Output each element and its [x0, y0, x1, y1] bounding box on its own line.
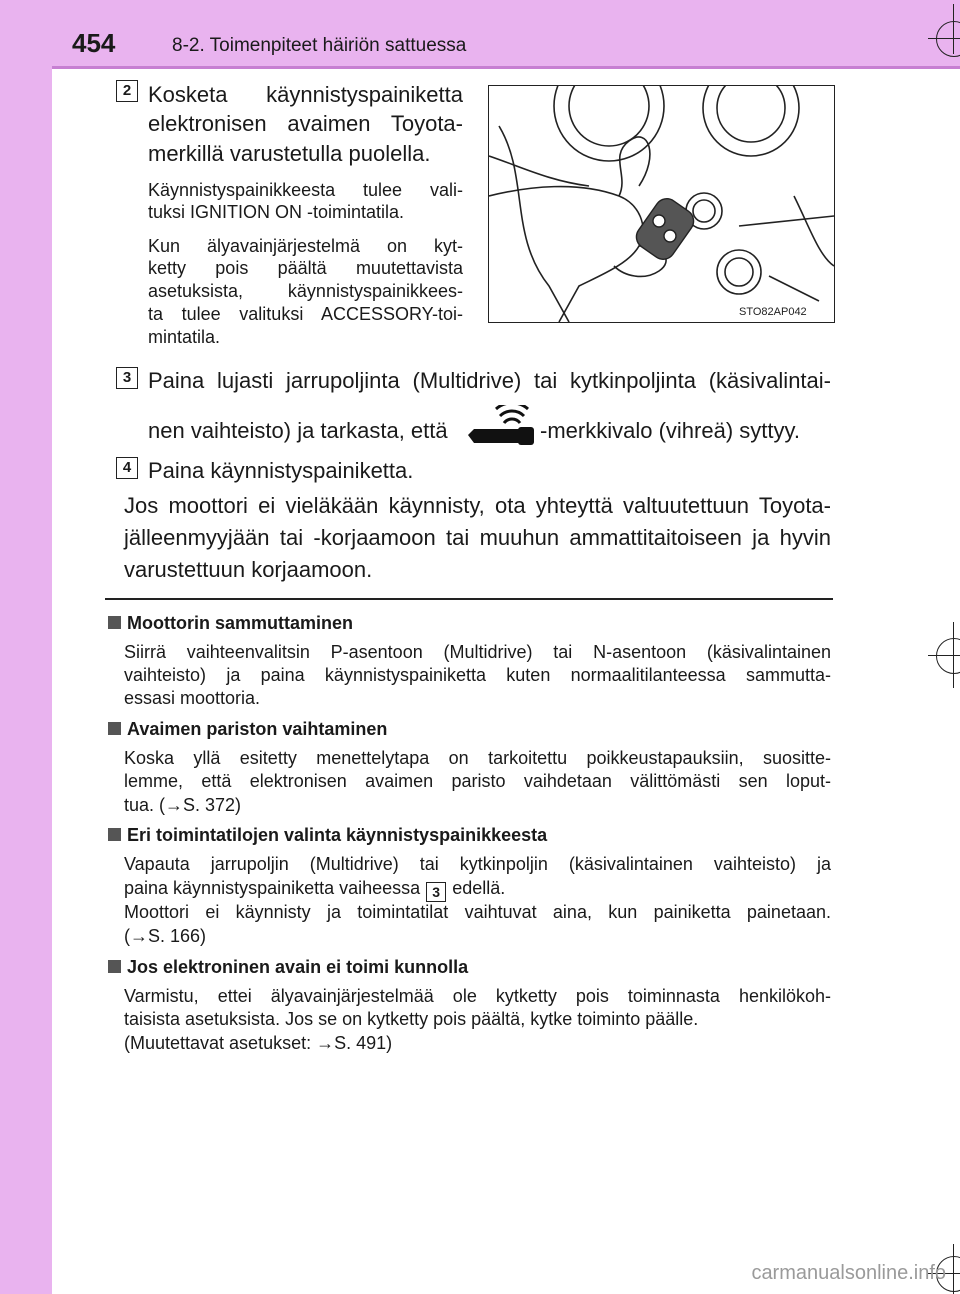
bullet-square-icon — [108, 616, 121, 629]
note-2-line-2: lemme, että elektronisen avaimen paristo vaihdetaan välittömästi sen loput- — [124, 771, 831, 791]
watermark: carmanualsonline.info — [751, 1262, 946, 1284]
section-divider — [105, 598, 833, 600]
note-2-heading — [108, 719, 387, 740]
note-3-heading — [108, 825, 547, 846]
after-steps-line-3: varustettuun korjaamoon. — [124, 557, 373, 582]
step-2-note-2-line-5: mintatila. — [148, 327, 221, 347]
page-number: 454 — [72, 28, 116, 58]
step-2-text-line-2: elektronisen avaimen Toyota- — [148, 111, 463, 136]
note-3-line-3: Moottori ei käynnisty ja toimintatilat vaihtuvat aina, kun painiketta painetaan. — [124, 902, 831, 922]
bullet-square-icon — [108, 828, 121, 841]
hand-holding-key-illustration — [489, 86, 834, 322]
step-4-text: Paina käynnistyspainiketta. — [148, 458, 414, 483]
step-3-text-line-2-after: -merkkivalo (vihreä) syttyy. — [540, 418, 800, 443]
step-2-text-line-3: merkillä varustetulla puolella. — [148, 141, 431, 166]
figure-hand-holding-key — [488, 85, 835, 323]
note-4-line-3: (Muutettavat asetukset: →S. 491) — [124, 1033, 393, 1053]
step-number-4: 4 — [116, 457, 138, 479]
note-3-line-1: Vapauta jarrupoljin (Multidrive) tai kytkinpoljin (käsivalintainen vaihteisto) ja — [124, 854, 831, 874]
key-indicator-icon — [468, 405, 534, 445]
note-4-line-2: taisista asetuksista. Jos se on kytketty pois päältä, kytke toiminto päälle. — [124, 1009, 699, 1029]
note-3-line-2-before: paina käynnistyspainiketta vaiheessa — [124, 878, 421, 898]
note-4-heading — [108, 957, 468, 978]
step-2-text-line-1: Kosketa käynnistyspainiketta — [148, 82, 463, 107]
note-2-line-3: tua. (→S. 372) — [124, 795, 242, 815]
step-3-text-line-2-before: nen vaihteisto) ja tarkasta, että — [148, 418, 448, 443]
note-4-title: Jos elektroninen avain ei toimi kunnolla — [127, 957, 469, 977]
note-4-line-1: Varmistu, ettei älyavainjärjestelmää ole kytketty pois toiminnasta henkilökoh- — [124, 986, 831, 1006]
step-2-note-2-line-2: ketty pois päältä muutettavista — [148, 258, 463, 278]
note-2-title: Avaimen pariston vaihtaminen — [127, 719, 388, 739]
note-3-line-2-after: edellä. — [452, 878, 506, 898]
step-3-text-line-1: Paina lujasti jarrupoljinta (Multidrive) tai kytkinpoljinta (käsivalintai- — [148, 368, 831, 393]
step-2-note-2-line-3: asetuksista, käynnistyspainikkees- — [148, 281, 463, 301]
note-1-title: Moottorin sammuttaminen — [127, 613, 354, 633]
note-3-line-4: (→S. 166) — [124, 926, 207, 946]
step-2-note-2-line-4: ta tulee valituksi ACCESSORY-toi- — [148, 304, 463, 324]
bullet-square-icon — [108, 960, 121, 973]
figure-label: STO82AP042 — [739, 306, 807, 318]
note-1-line-3: essasi moottoria. — [124, 688, 261, 708]
step-reference-box: 3 — [426, 882, 446, 902]
step-number-3: 3 — [116, 367, 138, 389]
bullet-square-icon — [108, 722, 121, 735]
step-2-note-1-line-2: tuksi IGNITION ON -toimintatila. — [148, 202, 405, 222]
note-1-line-2: vaihteisto) ja paina käynnistyspainiketta kuten normaalitilanteessa sammutta- — [124, 665, 831, 685]
section-title: 8-2. Toimenpiteet häiriön sattuessa — [172, 35, 467, 56]
header-divider — [52, 66, 960, 69]
note-3-line-2 — [124, 877, 831, 902]
note-2-line-1: Koska yllä esitetty menettelytapa on tarkoitettu poikkeustapauksiin, suositte- — [124, 748, 831, 768]
after-steps-line-2: jälleenmyyjään tai -korjaamoon tai muuhun ammattitaitoiseen ja hyvin — [124, 525, 831, 550]
note-1-heading — [108, 613, 353, 634]
step-number-2: 2 — [116, 80, 138, 102]
header-band — [52, 0, 960, 68]
note-3-title: Eri toimintatilojen valinta käynnistyspainikkeesta — [127, 825, 548, 845]
step-2-note-2-line-1: Kun älyavainjärjestelmä on kyt- — [148, 236, 463, 256]
note-1-line-1: Siirrä vaihteenvalitsin P-asentoon (Multidrive) tai N-asentoon (käsivalintainen — [124, 642, 831, 662]
after-steps-line-1: Jos moottori ei vieläkään käynnisty, ota yhteyttä valtuutettuun Toyota- — [124, 493, 831, 518]
step-2-note-1-line-1: Käynnistyspainikkeesta tulee vali- — [148, 180, 463, 200]
page-sidebar — [0, 0, 52, 1294]
